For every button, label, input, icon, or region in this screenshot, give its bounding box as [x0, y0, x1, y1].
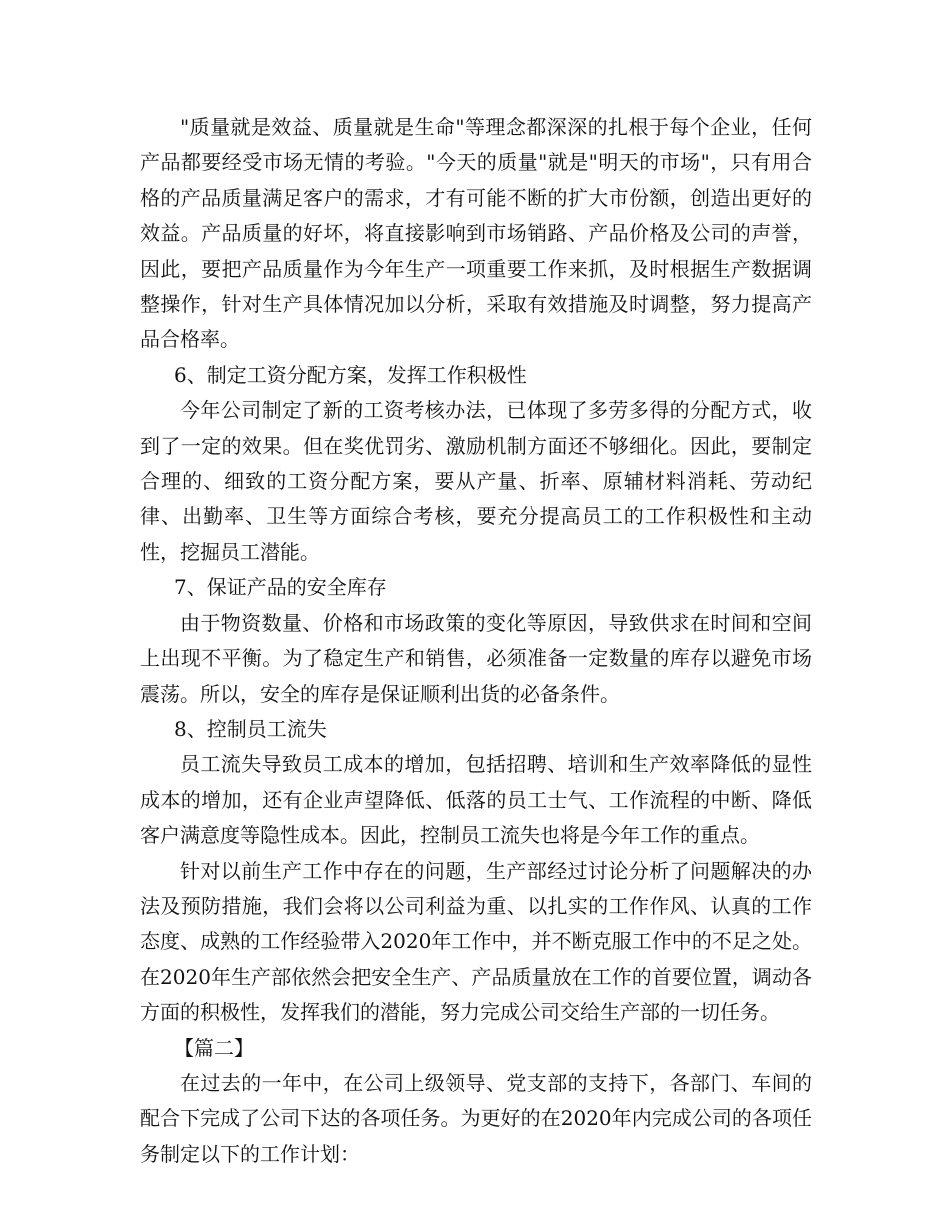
heading-part-two: 【篇二】: [174, 1035, 254, 1060]
heading-staff-turnover: 8、控制员工流失: [174, 716, 327, 741]
paragraph-quality: "质量就是效益、质量就是生命"等理念都深深的扎根于每个企业，任何产品都要经受市场无情的考验。"今天的质量"就是"明天的市场"，只有用合格的产品质量满足客户的需求，才有可能不断的扩大市份额，创造出更好的效益。产品质量的好坏，将直接影响到市场销路、产品价格及公司的声誉，因此，要把产品质量作为今年生产一项重要工作来抓，及时根据生产数据调整操作，针对生产具体情况加以分析，采取有效措施及时调整，努力提高产品合格率。: [140, 115, 812, 352]
heading-safety-stock: 7、保证产品的安全库存: [174, 575, 387, 600]
paragraph-wage-plan: 今年公司制定了新的工资考核办法，已体现了多劳多得的分配方式，收到了一定的效果。但在奖优罚劣、激励机制方面还不够细化。因此，要制定合理的、细致的工资分配方案，要从产量、折率、原辅材料消耗、劳动纪律、出勤率、卫生等方面综合考核，要充分提高员工的工作积极性和主动性，挖掘员工潜能。: [140, 398, 812, 564]
paragraph-part-two-intro: 在过去的一年中，在公司上级领导、党支部的支持下，各部门、车间的配合下完成了公司下达的各项任务。为更好的在2020年内完成公司的各项任务制定以下的工作计划：: [140, 1070, 812, 1166]
heading-wage-plan: 6、制定工资分配方案，发挥工作积极性: [174, 362, 527, 387]
document-body: [140, 110, 812, 1172]
paragraph-summary: 针对以前生产工作中存在的问题，生产部经过讨论分析了问题解决的办法及预防措施，我们会将以公司利益为重、以扎实的工作作风、认真的工作态度、成熟的工作经验带入2020年工作中，并不断克服工作中的不足之处。在2020年生产部依然会把安全生产、产品质量放在工作的首要位置，调动各方面的积极性，发挥我们的潜能，努力完成公司交给生产部的一切任务。: [140, 858, 812, 1025]
paragraph-safety-stock: 由于物资数量、价格和市场政策的变化等原因，导致供求在时间和空间上出现不平衡。为了稳定生产和销售，必须准备一定数量的库存以避免市场震荡。所以，安全的库存是保证顺利出货的必备条件。: [140, 610, 812, 706]
paragraph-staff-turnover: 员工流失导致员工成本的增加，包括招聘、培训和生产效率降低的显性成本的增加，还有企业声望降低、低落的员工士气、工作流程的中断、降低客户满意度等隐性成本。因此，控制员工流失也将是今年工作的重点。: [140, 752, 812, 848]
